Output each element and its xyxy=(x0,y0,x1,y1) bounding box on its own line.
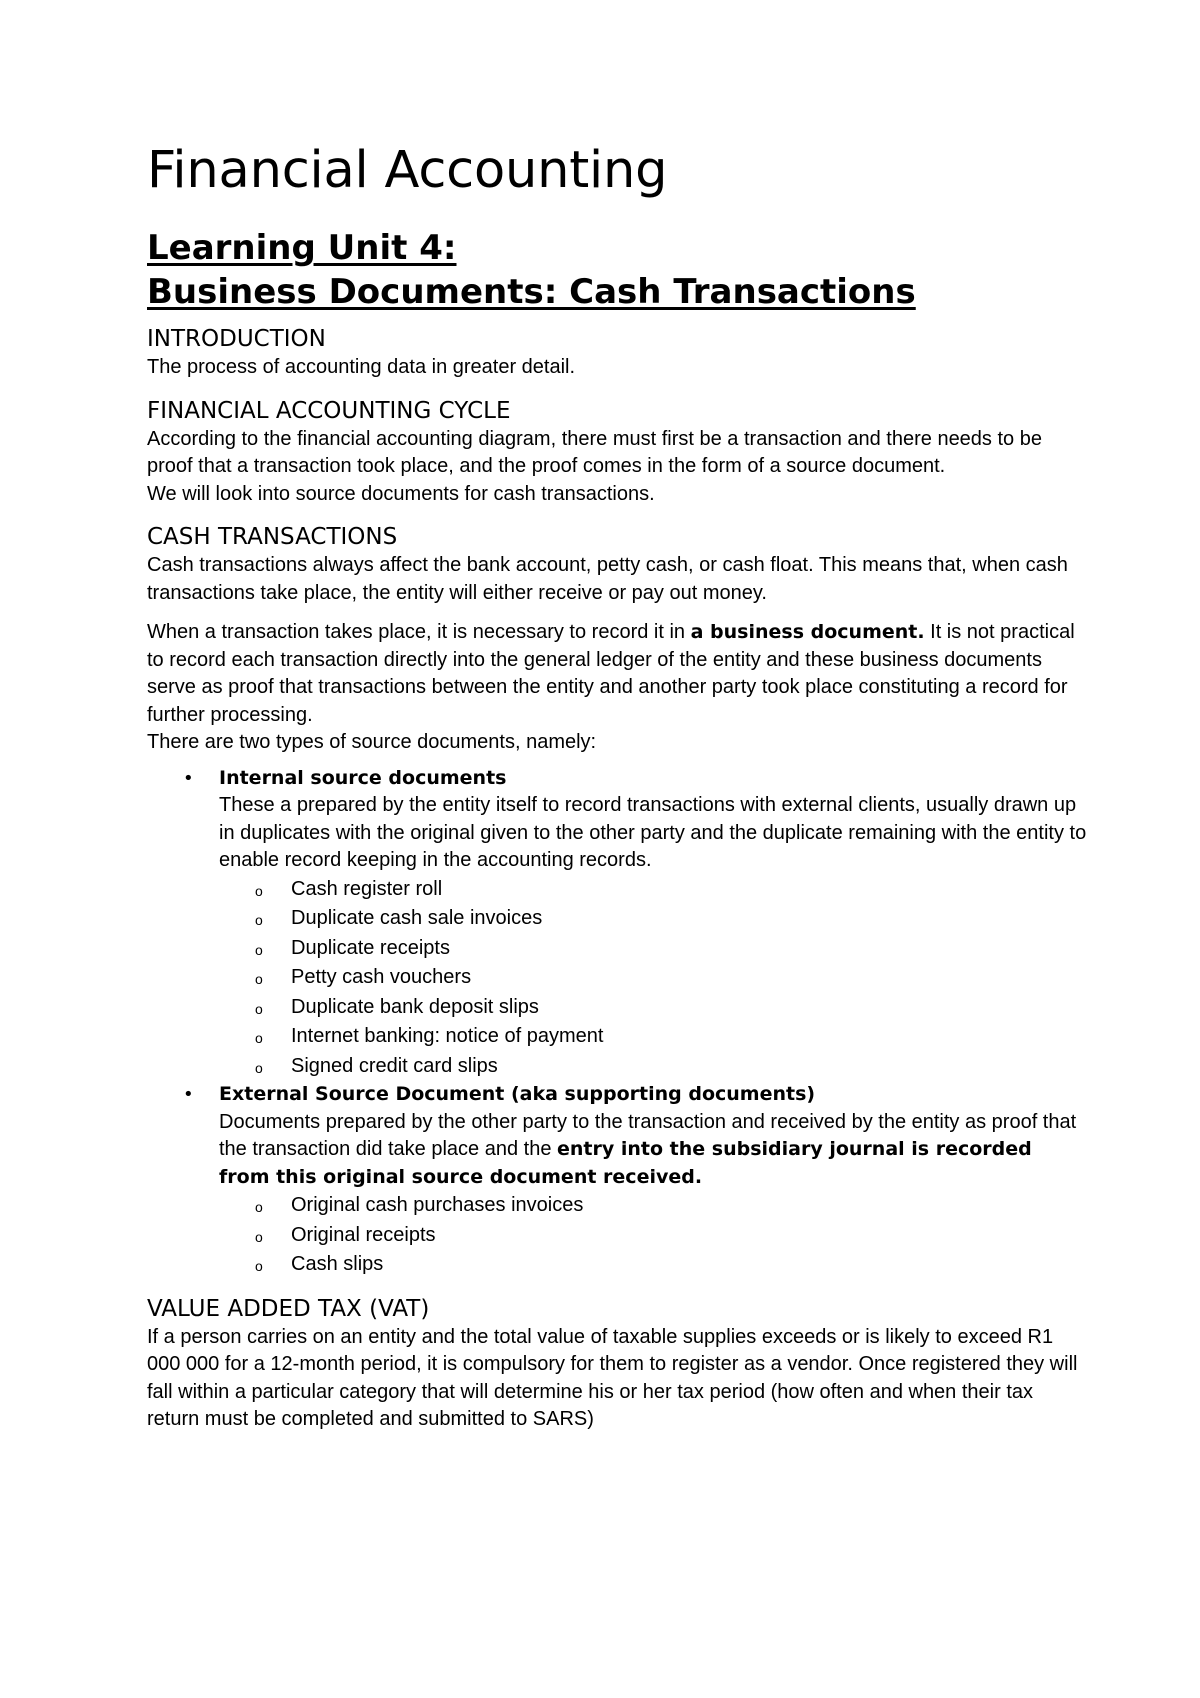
vat-heading: VALUE ADDED TAX (VAT) xyxy=(147,1295,430,1322)
internal-source-item xyxy=(147,765,1087,1082)
cycle-text-1: According to the financial accounting diagram, there must first be a transaction and there needs to be proof that a transaction took place, and the proof comes in the form of a source document. xyxy=(147,427,1042,477)
list-item: o Duplicate cash sale invoices xyxy=(219,904,1087,934)
list-item: o Signed credit card slips xyxy=(219,1052,1087,1082)
circle-bullet-icon: o xyxy=(255,912,263,928)
unit-heading-line2: Business Documents: Cash Transactions xyxy=(147,272,916,312)
list-item: o Internet banking: notice of payment xyxy=(219,1022,1087,1052)
list-item: o Petty cash vouchers xyxy=(219,963,1087,993)
document-page xyxy=(147,138,1087,1434)
external-source-desc-start: Documents prepared by the other party to the transaction and received by the entity as proof that the transaction did take place and the xyxy=(219,1110,1077,1160)
cash-paragraph-1: Cash transactions always affect the bank account, petty cash, or cash float. This means that, when cash transactions take place, the entity will either receive or pay out money. xyxy=(147,554,1068,604)
internal-source-title: Internal source documents xyxy=(219,766,507,789)
introduction-text: The process of accounting data in greater detail. xyxy=(147,356,576,378)
list-item: o Original receipts xyxy=(219,1221,1087,1251)
list-item: o Duplicate bank deposit slips xyxy=(219,993,1087,1023)
circle-bullet-icon: o xyxy=(255,971,263,987)
internal-source-desc: These a prepared by the entity itself to record transactions with external clients, usually drawn up in duplicates with the original given to the other party and the duplicate remaining with the entity to enable record keeping in the accounting records. xyxy=(219,794,1087,871)
source-document-types-list xyxy=(147,765,1087,1280)
cycle-heading: FINANCIAL ACCOUNTING CYCLE xyxy=(147,397,511,424)
list-item: o Duplicate receipts xyxy=(219,934,1087,964)
external-source-desc xyxy=(219,1109,1087,1192)
bullet-icon: • xyxy=(183,767,194,789)
list-item: o Original cash purchases invoices xyxy=(219,1191,1087,1221)
internal-source-sub-list xyxy=(219,875,1087,1082)
circle-bullet-icon: o xyxy=(255,1258,263,1274)
external-source-title: External Source Document (aka supporting documents) xyxy=(219,1083,816,1105)
circle-bullet-icon: o xyxy=(255,1228,263,1245)
external-source-sub-list xyxy=(219,1191,1087,1280)
introduction-heading: INTRODUCTION xyxy=(147,326,326,352)
unit-heading xyxy=(147,226,1087,314)
circle-bullet-icon: o xyxy=(255,1199,263,1215)
cash-paragraph-2-end: It is not practical to record each transaction directly into the general ledger of the entity and these business documents serve as proof that transactions between the entity and another party took place constituting a record for further processing. xyxy=(147,621,1075,726)
external-source-item xyxy=(147,1081,1087,1280)
cash-paragraph-2-start: When a transaction takes place, it is necessary to record it in xyxy=(147,621,691,643)
cycle-text-2: We will look into source documents for cash transactions. xyxy=(147,482,655,505)
external-source-emphasis: entry into the subsidiary journal is recorded from this original source document received. xyxy=(219,1138,1032,1188)
list-item: o Cash slips xyxy=(219,1250,1087,1280)
circle-bullet-icon: o xyxy=(255,882,263,899)
circle-bullet-icon: o xyxy=(255,941,263,958)
circle-bullet-icon: o xyxy=(255,1059,263,1076)
list-item: o Cash register roll xyxy=(219,875,1087,905)
business-document-emphasis: a business document. xyxy=(690,621,925,643)
cash-paragraph-3: There are two types of source documents, namely: xyxy=(147,731,597,753)
circle-bullet-icon: o xyxy=(255,1030,263,1046)
cash-heading: CASH TRANSACTIONS xyxy=(147,524,398,550)
document-title: Financial Accounting xyxy=(147,141,668,200)
unit-heading-line1: Learning Unit 4: xyxy=(147,228,457,268)
cash-paragraph-2 xyxy=(147,619,1087,729)
circle-bullet-icon: o xyxy=(255,1000,263,1017)
bullet-icon: • xyxy=(183,1084,194,1105)
vat-text: If a person carries on an entity and the total value of taxable supplies exceeds or is likely to exceed R1 000 000 for a 12-month period, it is compulsory for them to register as a vendor. Once registered they will fall within a particular category that will determine his or her tax period (how often and when their tax return must be completed and submitted to SARS) xyxy=(147,1325,1078,1430)
